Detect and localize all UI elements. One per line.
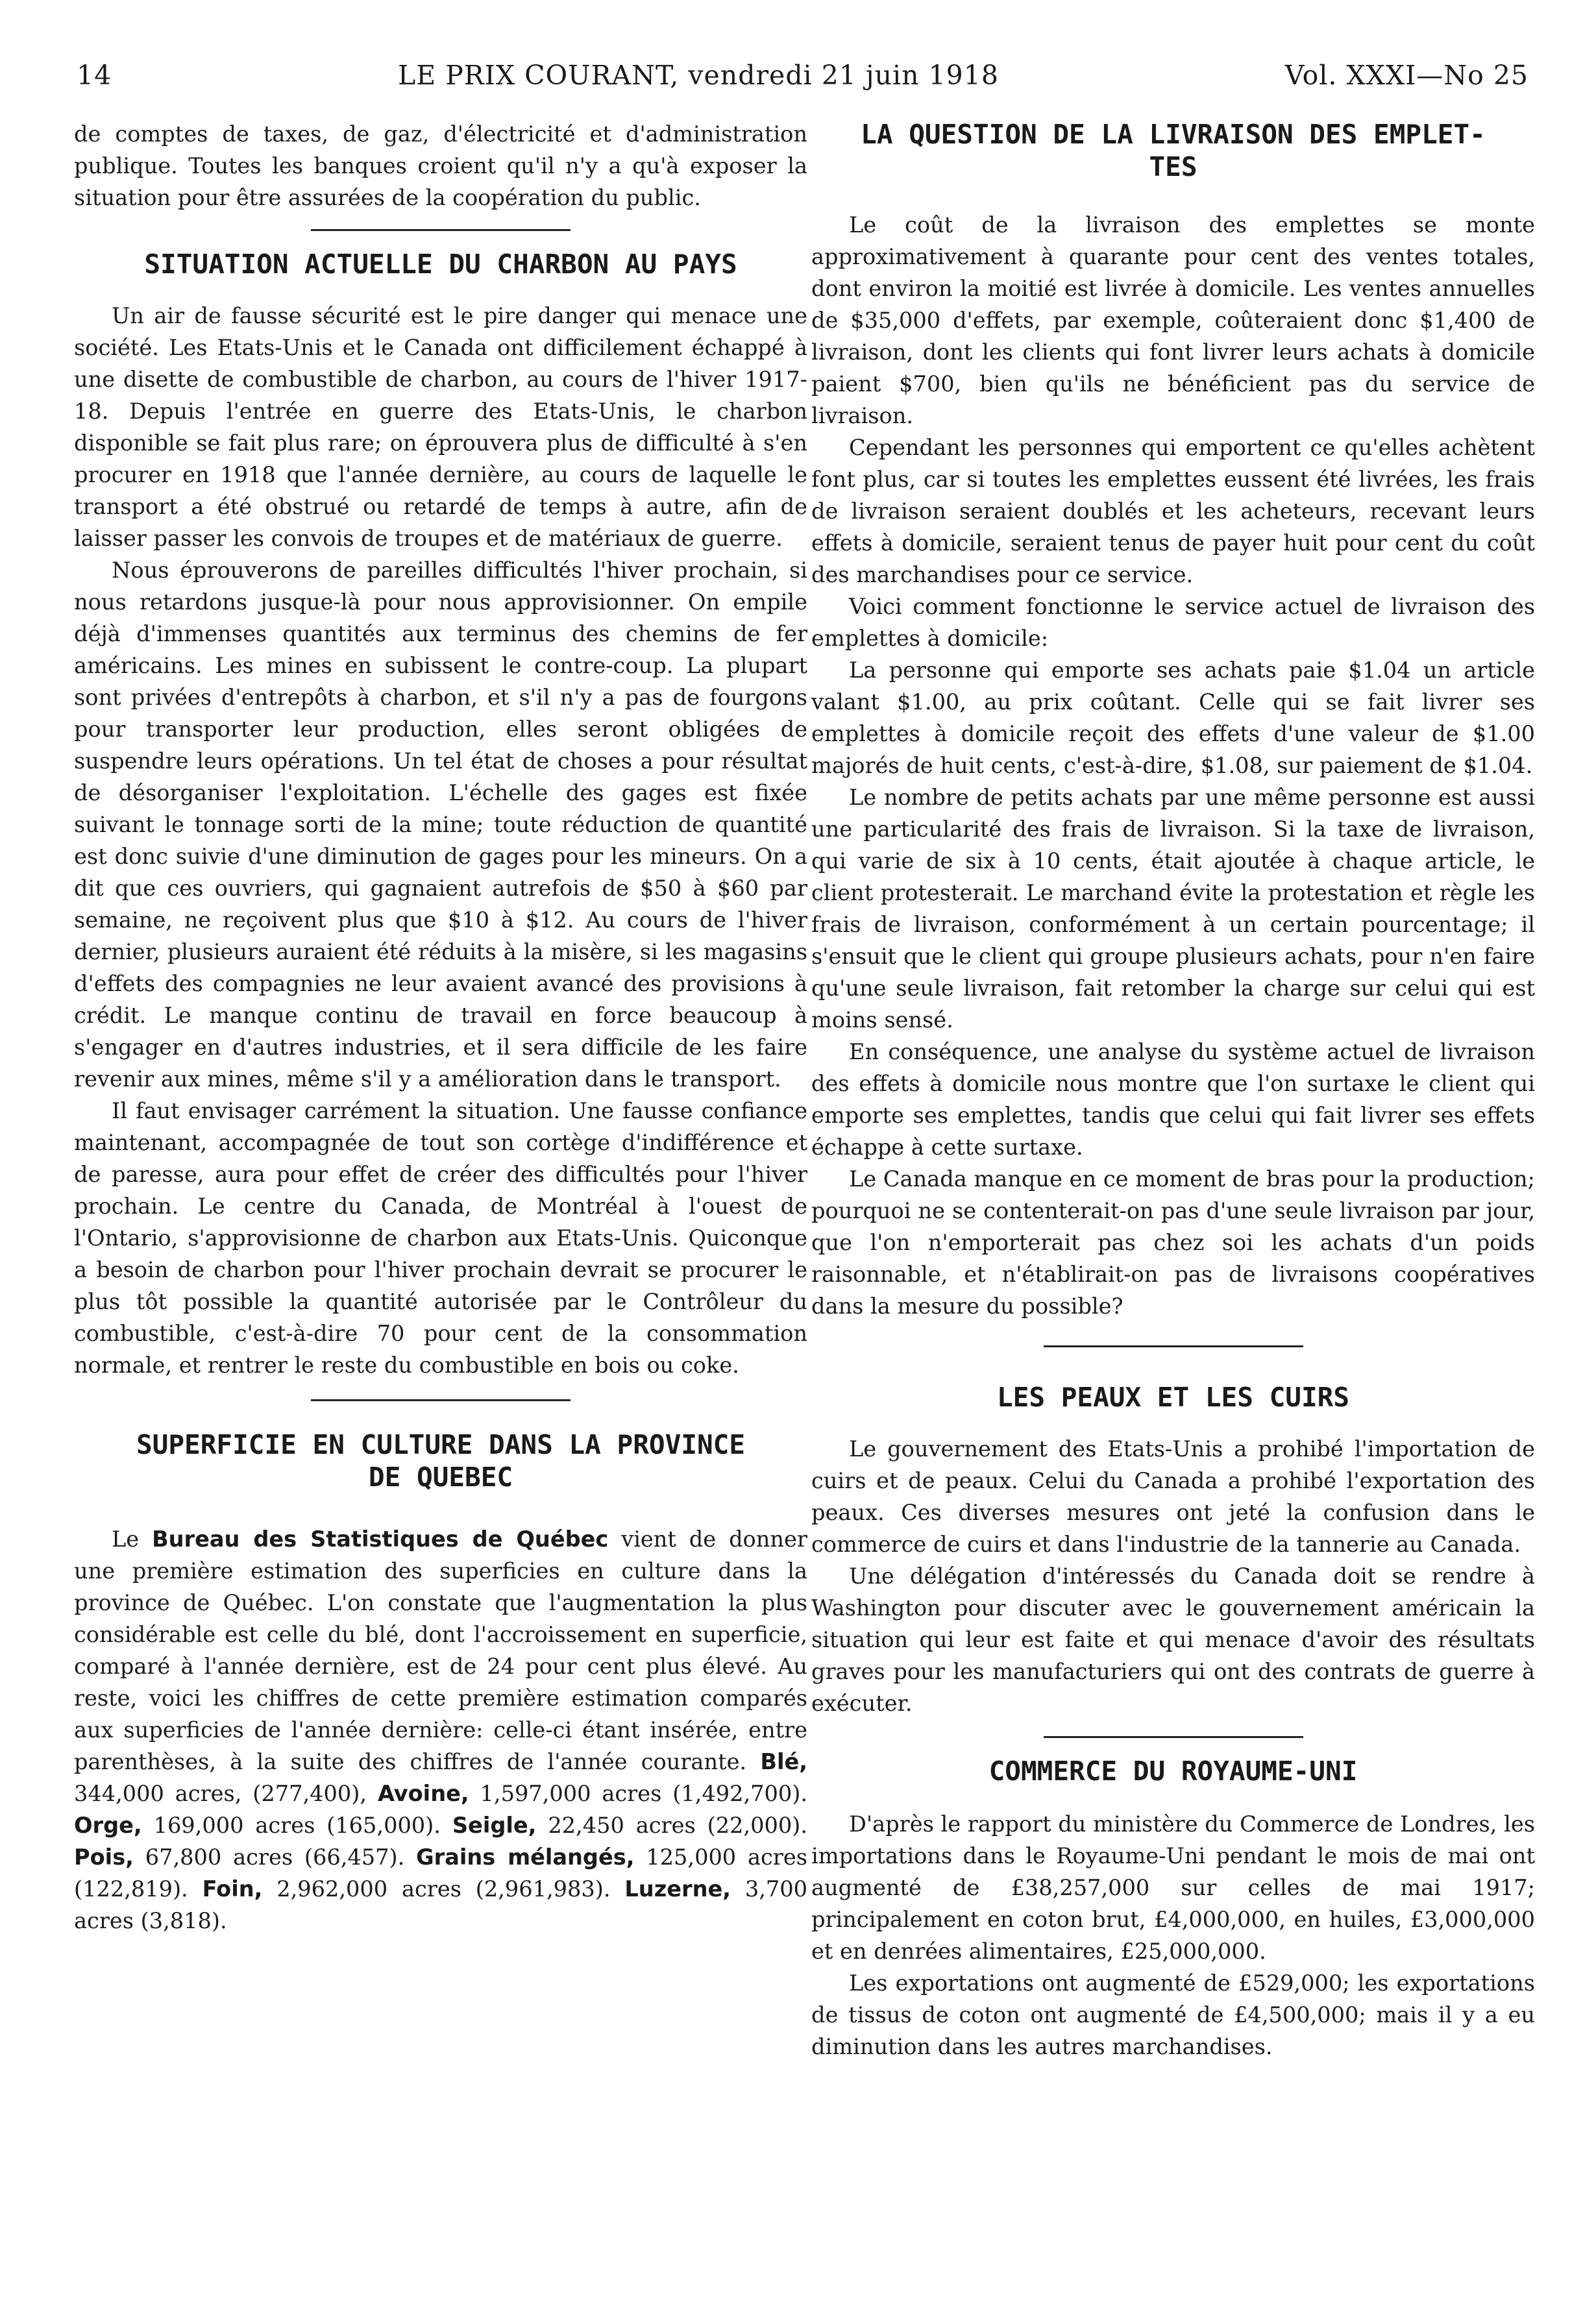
page-header (77, 60, 1528, 106)
delivery-paragraph-4: La personne qui emporte ses achats paie $1.04 un article valant $1.00, au prix coûtant. Celle qui se fait livrer ses emplettes à domicile reçoit des effets d'une valeur de $1.00 majorés de huit cents, c'est-à-dire, $1.08, sur paiement de $1.04. (811, 657, 1535, 778)
uk-commerce-paragraph-2: Les exportations ont augmenté de £529,000; les exportations de tissus de coton ont augmenté de £4,500,000; mais il y a eu diminution dans les autres marchandises. (811, 1970, 1535, 2059)
delivery-paragraph-2: Cependant les personnes qui emportent ce qu'elles achètent font plus, car si toutes les emplettes eussent été livrées, les frais de livraison seraient doublés et les acheteurs, recevant leurs effets à domicile, seraient tenus de payer huit pour cent du coût des marchandises pour ce service. (811, 435, 1535, 587)
delivery-article-title (811, 118, 1535, 183)
crop-luzerne: Luzerne, (624, 1876, 731, 1902)
crop-seigle: Seigle, (452, 1813, 537, 1838)
culture-title-line-1: SUPERFICIE EN CULTURE DANS LA PROVINCE (136, 1429, 745, 1460)
crop-foin: Foin, (202, 1876, 263, 1902)
delivery-paragraph-5: Le nombre de petits achats par une même personne est aussi une particularité des frais de livraison. Si la taxe de livraison, qui varie de six à 10 cents, était ajoutée à chaque article, le client protesterait. Le marchand évite la protestation et règle les frais de livraison, conformément à un certain pourcentage; il s'ensuit que le client qui groupe plusieurs achats, pour n'en faire qu'une seule livraison, fait retomber la charge sur celui qui est moins sensé. (811, 785, 1535, 1033)
page-number: 14 (77, 60, 112, 91)
delivery-paragraph-7: Le Canada manque en ce moment de bras pour la production; pourquoi ne se contenterait-on pas d'une seule livraison par jour, que l'on n'emporterait pas chez soi les achats d'un poids raisonnable, et n'établirait-on pas de livraisons coopératives dans la mesure du possible? (811, 1166, 1535, 1319)
section-divider (311, 1399, 571, 1401)
coal-paragraph-3: Il faut envisager carrément la situation. Une fausse confiance maintenant, accompagnée de tout son cortège d'indifférence et de paresse, aura pour effet de créer des difficultés pour l'hiver prochain. Le centre du Canada, de Montréal à l'ouest de l'Ontario, s'approvisionne de charbon aux Etats-Unis. Quiconque a besoin de charbon pour l'hiver prochain devrait se procurer le plus tôt possible la quantité autorisée par le Contrôleur du combustible, c'est-à-dire 70 pour cent de la consommation normale, et rentrer le reste du combustible en bois ou coke. (74, 1098, 807, 1378)
delivery-paragraph-3: Voici comment fonctionne le service actuel de livraison des emplettes à domicile: (811, 594, 1535, 651)
uk-commerce-article-title: COMMERCE DU ROYAUME-UNI (988, 1756, 1358, 1787)
coal-paragraph-1: Un air de fausse sécurité est le pire danger qui menace une société. Les Etats-Unis et le Canada ont difficilement échappé à une disette de combustible de charbon, au cours de l'hiver 1917-18. Depuis l'entrée en guerre des Etats-Unis, le charbon disponible se fait plus rare; on éprouvera plus de difficulté à s'en procurer en 1918 que l'année dernière, au cours de laquelle le transport a été obstrué ou retardé de temps à autre, afin de laisser passer les convois de troupes et de matériaux de guerre. (74, 303, 807, 551)
crop-pois: Pois, (74, 1844, 134, 1870)
hides-paragraph-1: Le gouvernement des Etats-Unis a prohibé l'importation de cuirs et de peaux. Celui du Canada a prohibé l'exportation des peaux. Ces diverses mesures ont jeté la confusion dans le commerce de cuirs et dans l'industrie de la tannerie au Canada. (811, 1436, 1535, 1557)
culture-paragraph: Le Bureau des Statistiques de Québec vient de donner une première estimation des superficies en culture dans la province de Québec. L'on constate que l'augmentation la plus considérable est celle du blé, dont l'accroissement en superficie, comparé à l'année dernière, est de 24 pour cent plus élevé. Au reste, voici les chiffres de cette première estimation comparés aux superficies de l'année dernière: celle-ci étant insérée, entre parenthèses, à la suite des chiffres de l'année courante. Blé, 344,000 acres, (277,400), Avoine, 1,597,000 acres (1,492,700). Orge, 169,000 acres (165,000). Seigle, 22,450 acres (22,000). Pois, 67,800 acres (66,457). Grains mélangés, 125,000 acres (122,819). Foin, 2,962,000 acres (2,961,983). Luzerne, 3,700 acres (3,818). (74, 1526, 807, 1933)
hides-paragraph-2: Une délégation d'intéressés du Canada doit se rendre à Washington pour discuter avec le gouvernement américain la situation qui leur est faite et qui menace d'avoir des résultats graves pour les manufacturiers qui ont des contrats de guerre à exécuter. (811, 1563, 1535, 1716)
volume-number: Vol. XXXI—No 25 (1284, 60, 1528, 91)
section-divider (1044, 1736, 1303, 1738)
uk-commerce-paragraph-1: D'après le rapport du ministère du Commerce de Londres, les importations dans le Royaume-Uni pendant le mois de mai ont augmenté de £38,257,000 sur celles de mai 1917; principalement en coton brut, £4,000,000, en huiles, £3,000,000 et en denrées alimentaires, £25,000,000. (811, 1811, 1535, 1964)
delivery-paragraph-1: Le coût de la livraison des emplettes se monte approximativement à quarante pour cent des ventes totales, dont environ la moitié est livrée à domicile. Les ventes annuelles de $35,000 d'effets, par exemple, coûteraient donc $1,400 de livraison, dont les clients qui font livrer leurs achats à domicile paient $700, bien qu'ils ne bénéficient pas du service de livraison. (811, 212, 1535, 428)
crop-ble: Blé, (760, 1749, 807, 1774)
coal-article-title: SITUATION ACTUELLE DU CHARBON AU PAYS (144, 249, 737, 280)
delivery-paragraph-6: En conséquence, une analyse du système actuel de livraison des effets à domicile nous montre que l'on surtaxe le client qui emporte ses emplettes, tandis que celui qui fait livrer ses effets échappe à cette surtaxe. (811, 1039, 1535, 1160)
section-divider (311, 229, 571, 231)
hides-article-title: LES PEAUX ET LES CUIRS (996, 1382, 1350, 1413)
section-divider (1044, 1345, 1303, 1347)
running-title (398, 60, 999, 91)
delivery-title-line-1: LA QUESTION DE LA LIVRAISON DES EMPLET- (861, 119, 1486, 150)
coal-paragraph-2: Nous éprouverons de pareilles difficultés l'hiver prochain, si nous retardons jusque-là pour nous approvisionner. On empile déjà d'immenses quantités aux terminus des chemins de fer américains. Les mines en subissent le contre-coup. La plupart sont privées d'entrepôts à charbon, et s'il n'y a pas de fourgons pour transporter leur production, elles seront obligées de suspendre leurs opérations. Un tel état de choses a pour résultat de désorganiser l'exploitation. L'échelle des gages est fixée suivant le tonnage sorti de la mine; toute réduction de quantité est donc suivie d'une diminution de gages pour les mineurs. On a dit que ces ouvriers, qui gagnaient autrefois de $50 à $60 par semaine, ne reçoivent plus que $10 à $12. Au cours de l'hiver dernier, plusieurs auraient été réduits à la misère, si les magasins d'effets des compagnies ne leur avaient avancé des provisions à crédit. Le manque continu de travail en force beaucoup à s'engager en d'autres industries, et il sera difficile de les faire revenir aux mines, même s'il y a amélioration dans le transport. (74, 557, 807, 1092)
continued-paragraph: de comptes de taxes, de gaz, d'électricité et d'administration publique. Toutes les banques croient qu'il n'y a qu'à exposer la situation pour être assurées de la coopération du public. (74, 121, 807, 210)
right-column (811, 118, 1535, 2063)
culture-article-title (74, 1428, 807, 1493)
journal-name: LE PRIX COURANT, (398, 60, 680, 91)
culture-title-line-2: DE QUEBEC (368, 1462, 513, 1493)
left-column (74, 118, 807, 1937)
bureau-name: Bureau des Statistiques de Québec (152, 1526, 609, 1552)
crop-avoine: Avoine, (377, 1781, 469, 1806)
issue-date: vendredi 21 juin 1918 (688, 60, 999, 91)
delivery-title-line-2: TES (1149, 151, 1197, 182)
crop-orge: Orge, (74, 1813, 142, 1838)
crop-grains: Grains mélangés, (416, 1844, 635, 1870)
